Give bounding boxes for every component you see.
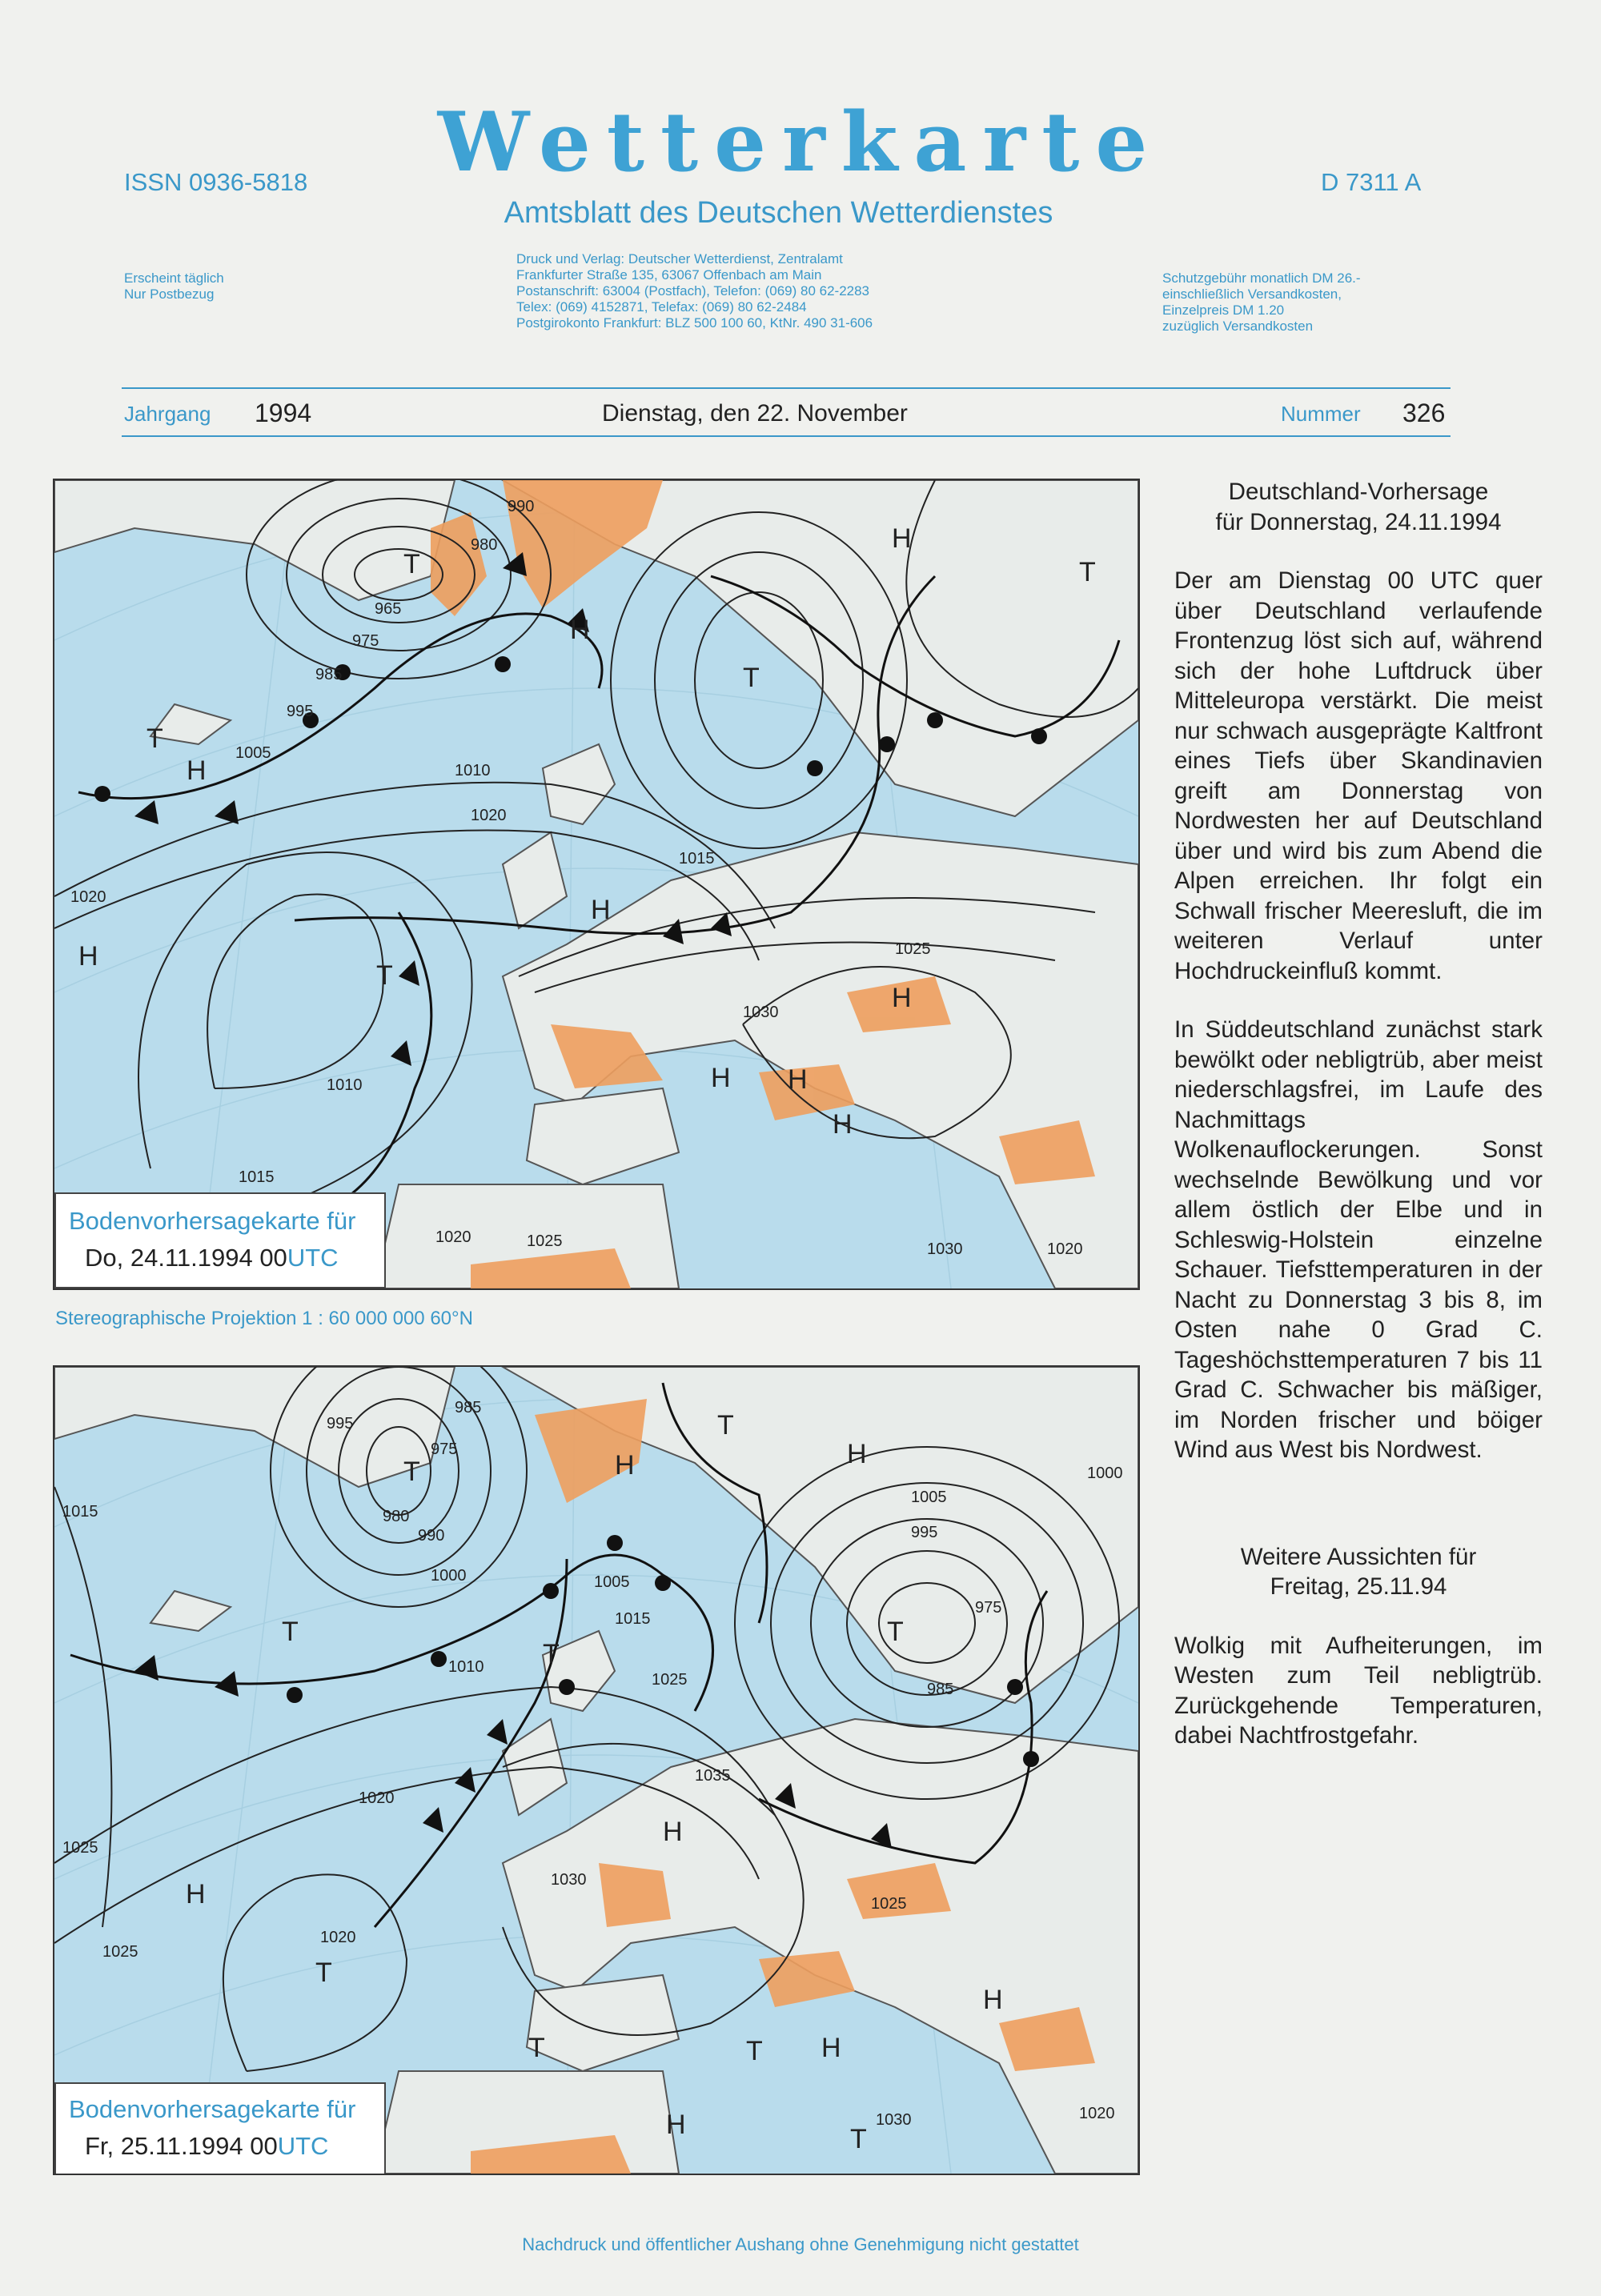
isobar-label: 1025 — [62, 1839, 98, 1857]
low-symbol: T — [717, 1410, 734, 1441]
high-symbol: H — [892, 983, 912, 1013]
isobar-label: 985 — [927, 1681, 954, 1698]
low-symbol: T — [1079, 557, 1096, 587]
isobar-label: 1015 — [239, 1168, 275, 1186]
issue-date: Dienstag, den 22. November — [602, 400, 908, 427]
isobar-label: 985 — [455, 1399, 482, 1416]
isobar-label: 995 — [287, 703, 314, 720]
high-symbol: H — [833, 1109, 853, 1140]
high-symbol: H — [591, 895, 611, 925]
isobar-label: 1025 — [652, 1671, 688, 1689]
map2-caption-date: Fr, 25.11.1994 00UTC — [85, 2132, 329, 2160]
low-symbol: T — [850, 2124, 867, 2154]
isobar-label: 1010 — [455, 762, 491, 779]
newspaper-title: Wetterkarte — [437, 94, 1164, 190]
high-symbol: H — [186, 1879, 206, 1909]
isobar-label: 1020 — [435, 1228, 471, 1246]
forecast-heading: Deutschland-Vorhersage für Donnerstag, 24.11.1994 — [1215, 479, 1502, 535]
isobar-label: 1020 — [320, 1929, 356, 1946]
high-symbol: H — [847, 1439, 867, 1469]
high-symbol: H — [78, 941, 98, 972]
forecast-paragraph-2: In Süddeutschland zunächst stark bewölkt oder nebligtrüb, aber meist niederschlagsfrei, im Laufe des Nachmittags Wolkenauflockerungen. Sonst wechselnde Bewölkung und vor allem östlich der Elbe und in Schleswig-Holstein einzelne Schauer. Tiefsttemperaturen in der Nacht zu Donnerstag 3 bis 8, im Osten nahe 0 Grad C. Tageshöchsttemperaturen 7 bis 11 Grad C. Schwacher bis mäßiger, im Norden frischer und böiger Wind aus West bis Nordwest. — [1174, 1016, 1543, 1463]
isobar-label: 1020 — [1079, 2105, 1115, 2122]
high-symbol: H — [570, 615, 590, 645]
map2-caption — [54, 2082, 386, 2175]
projection-note: Stereographische Projektion 1 : 60 000 000 60°N — [55, 1308, 473, 1329]
low-symbol: T — [887, 1617, 904, 1647]
isobar-label: 1015 — [615, 1610, 651, 1628]
map2-caption-title: Bodenvorhersagekarte für — [69, 2095, 356, 2123]
isobar-label: 980 — [383, 1508, 410, 1525]
high-symbol: H — [711, 1063, 731, 1093]
map2-drawing — [54, 1367, 1138, 2174]
isobar-label: 995 — [327, 1415, 354, 1432]
isobar-label: 1030 — [743, 1004, 779, 1021]
issn: ISSN 0936-5818 — [124, 168, 308, 196]
isobar-label: 980 — [471, 536, 498, 554]
year-value: 1994 — [255, 399, 312, 427]
isobar-label: 975 — [431, 1441, 458, 1458]
low-symbol: T — [403, 549, 420, 579]
postal-code: D 7311 A — [1321, 168, 1422, 196]
isobar-label: 1025 — [895, 940, 931, 958]
forecast-paragraph-1: Der am Dienstag 00 UTC quer über Deutschland verlaufende Frontenzug löst sich auf, während sich der hohe Luftdruck über Mitteleuropa verstärkt. Die meist nur schwach ausgeprägte Kaltfront eines Tiefs über Skandinavien greift am Donnerstag von Nordwesten her auf Deutschland über und wird bis zum Abend die Alpen erreichen. Ihr folgt ein Schwall frischer Meeresluft, die im weiteren Verlauf unter Hochdruckeinfluß kommt. — [1174, 567, 1543, 984]
outlook-heading: Weitere Aussichten für Freitag, 25.11.94 — [1240, 1543, 1477, 1600]
price-info: Schutzgebühr monatlich DM 26.- einschließlich Versandkosten, Einzelpreis DM 1.20 zuzüglich Versandkosten — [1162, 270, 1361, 334]
newspaper-subtitle: Amtsblatt des Deutschen Wetterdienstes — [504, 196, 1053, 230]
outlook-paragraph: Wolkig mit Aufheiterungen, im Westen zum Teil nebligtrüb. Zurückgehende Temperaturen, dabei Nachtfrostgefahr. — [1174, 1632, 1543, 1749]
isobar-label: 1015 — [679, 850, 715, 868]
low-symbol: T — [146, 723, 163, 754]
map1-caption-title: Bodenvorhersagekarte für — [69, 1207, 356, 1235]
high-symbol: H — [663, 1817, 683, 1847]
low-symbol: T — [282, 1617, 299, 1647]
isobar-label: 1020 — [359, 1789, 395, 1807]
isobar-label: 1005 — [911, 1489, 947, 1506]
high-symbol: H — [983, 1985, 1003, 2015]
isobar-label: 1035 — [695, 1767, 731, 1785]
forecast-map-thursday — [53, 479, 1140, 1290]
high-symbol: H — [892, 523, 912, 554]
isobar-label: 965 — [375, 600, 402, 618]
high-symbol: H — [187, 755, 207, 786]
high-symbol: H — [615, 1450, 635, 1481]
isobar-label: 1010 — [448, 1658, 484, 1676]
forecast-column — [1174, 477, 1543, 1751]
isobar-label: 1015 — [62, 1503, 98, 1521]
map1-caption — [54, 1192, 386, 1288]
high-symbol: H — [666, 2110, 686, 2140]
isobar-label: 1020 — [471, 807, 507, 824]
isobar-label: 1030 — [551, 1871, 587, 1889]
isobar-label: 1000 — [431, 1567, 467, 1585]
isobar-label: 990 — [508, 498, 535, 515]
high-symbol: H — [821, 2033, 841, 2063]
isobar-label: 1030 — [927, 1240, 963, 1258]
low-symbol: T — [376, 960, 393, 991]
low-symbol: T — [743, 663, 760, 693]
footer-notice: Nachdruck und öffentlicher Aushang ohne Genehmigung nicht gestattet — [522, 2234, 1079, 2254]
high-symbol: H — [788, 1064, 808, 1095]
isobar-label: 1005 — [594, 1573, 630, 1591]
publisher-info: Druck und Verlag: Deutscher Wetterdienst, Zentralamt Frankfurter Straße 135, 63067 Offenbach am Main Postanschrift: 63004 (Postfach), Telefon: (069) 80 62-2283 Telex: (069) 4152871, Telefax: (069) 80 62-2484 Postgirokonto Frankfurt: BLZ 500 100 60, KtNr. 490 31-606 — [516, 251, 873, 331]
low-symbol: T — [528, 2033, 545, 2063]
isobar-label: 975 — [975, 1599, 1002, 1617]
isobar-label: 1030 — [876, 2111, 912, 2129]
low-symbol: T — [543, 1639, 560, 1669]
number-value: 326 — [1402, 399, 1446, 427]
isobar-label: 975 — [352, 632, 379, 650]
isobar-label: 1025 — [527, 1232, 563, 1250]
isobar-label: 1010 — [327, 1076, 363, 1094]
low-symbol: T — [403, 1457, 420, 1487]
low-symbol: T — [746, 2036, 763, 2066]
isobar-label: 1005 — [235, 744, 271, 762]
masthead-rule-bottom — [122, 435, 1451, 437]
masthead-rule-top — [122, 387, 1451, 389]
number-label: Nummer — [1281, 402, 1361, 426]
isobar-label: 1000 — [1087, 1465, 1123, 1482]
year-label: Jahrgang — [124, 402, 211, 426]
map1-drawing — [54, 480, 1138, 1288]
forecast-map-friday — [53, 1365, 1140, 2175]
low-symbol: T — [315, 1957, 332, 1988]
isobar-label: 1025 — [871, 1895, 907, 1913]
isobar-label: 1020 — [1047, 1240, 1083, 1258]
isobar-label: 1025 — [102, 1943, 138, 1961]
map1-caption-date: Do, 24.11.1994 00UTC — [85, 1244, 339, 1272]
publication-frequency: Erscheint täglich Nur Postbezug — [124, 270, 224, 302]
isobar-label: 1020 — [70, 888, 106, 906]
isobar-label: 985 — [315, 666, 343, 683]
isobar-label: 990 — [418, 1527, 445, 1545]
isobar-label: 995 — [911, 1524, 938, 1541]
